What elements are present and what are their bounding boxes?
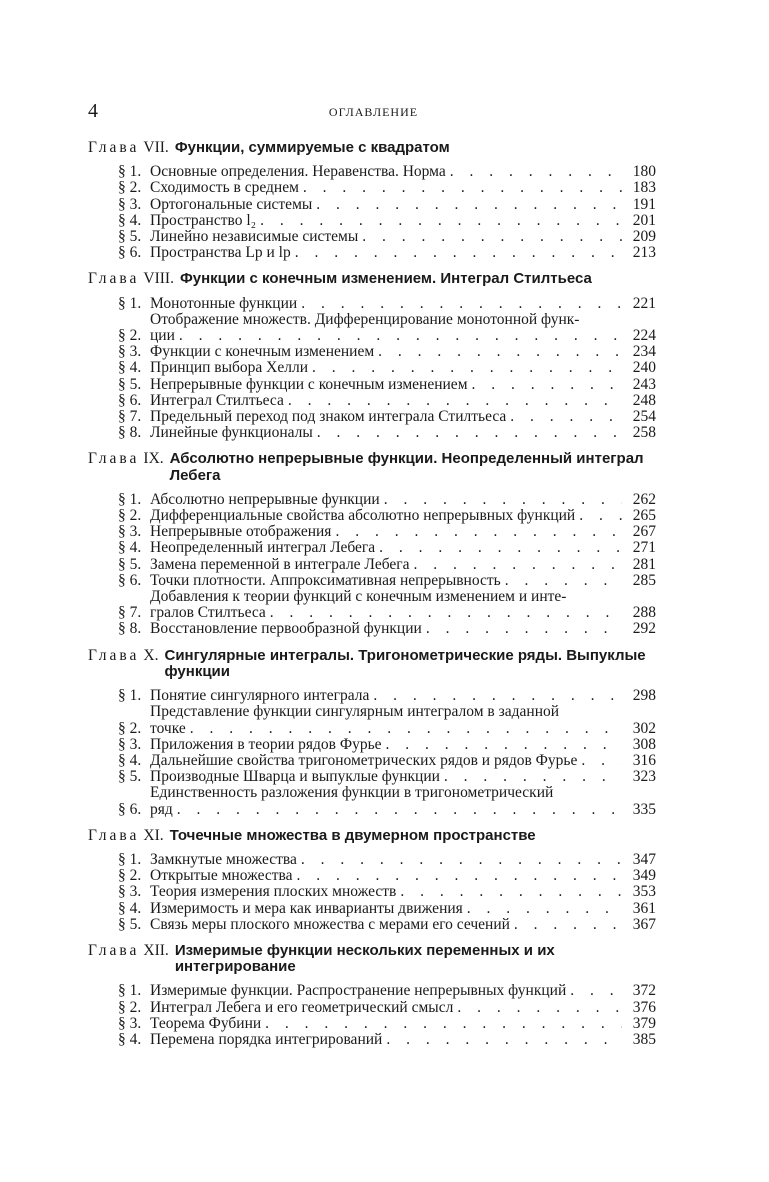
- toc-entry: [88, 312, 656, 344]
- section-number: § 8.: [118, 620, 142, 638]
- chapter-number: XI.: [143, 826, 164, 844]
- section-number: § 2.: [118, 327, 142, 345]
- entry-multiline: [150, 589, 656, 621]
- chapter: [88, 451, 656, 637]
- entry-title: Монотонные функции: [150, 294, 298, 312]
- dot-leader: [288, 393, 622, 409]
- entry-title: Абсолютно непрерывные функции: [150, 490, 380, 508]
- toc-entry: [88, 884, 656, 900]
- entry-title: Замкнутые множества: [150, 850, 297, 868]
- entry-last-line: [150, 328, 656, 344]
- page-ref: 254: [632, 408, 656, 426]
- section-number: § 5.: [118, 915, 142, 933]
- chapter-prefix: Глава: [88, 941, 140, 959]
- entry-body: [150, 868, 656, 884]
- toc-entry: [88, 737, 656, 753]
- section-number: § 1.: [118, 982, 142, 1000]
- dot-leader: [579, 508, 622, 524]
- toc-entry: [88, 393, 656, 409]
- dot-leader: [190, 721, 622, 737]
- dot-leader: [303, 180, 622, 196]
- page-ref: 191: [632, 195, 656, 213]
- toc-entry: [88, 197, 656, 213]
- page-ref: 209: [632, 228, 656, 246]
- entry-body: [150, 164, 656, 180]
- entry-body: [150, 769, 656, 785]
- entry-body: [150, 180, 656, 196]
- toc-entry: [88, 180, 656, 196]
- entry-title: Теорема Фубини: [150, 1014, 262, 1032]
- entry-body: [150, 245, 656, 261]
- entry-title: Пространства Lp и lp: [150, 244, 291, 262]
- entry-body: [150, 1000, 656, 1016]
- entry-body: [150, 360, 656, 376]
- toc-entry: [88, 573, 656, 589]
- page-ref: 302: [632, 719, 656, 737]
- chapter: [88, 828, 656, 933]
- dot-leader: [312, 360, 622, 376]
- dot-leader: [297, 868, 623, 884]
- page-ref: 308: [632, 735, 656, 753]
- toc-entry: [88, 524, 656, 540]
- page-ref: 335: [632, 800, 656, 818]
- chapter-number: VIII.: [143, 270, 174, 288]
- page-ref: 267: [632, 523, 656, 541]
- entry-body: [150, 1032, 656, 1048]
- chapter-heading: [88, 648, 656, 680]
- entry-title: Интеграл Стилтьеса: [150, 391, 284, 409]
- dot-leader: [472, 377, 622, 393]
- page-ref: 385: [632, 1030, 656, 1048]
- dot-leader: [335, 524, 622, 540]
- page-ref: 323: [632, 768, 656, 786]
- dot-leader: [457, 1000, 622, 1016]
- entry-body: [150, 785, 656, 817]
- entry-title-line: ряд: [150, 800, 173, 818]
- chapter: [88, 140, 656, 261]
- section-number: § 3.: [118, 195, 142, 213]
- dot-leader: [514, 917, 622, 933]
- page-ref: 258: [632, 424, 656, 442]
- chapter-number: VII.: [143, 139, 169, 156]
- entry-body: [150, 508, 656, 524]
- dot-leader: [467, 901, 622, 917]
- section-number: § 1.: [118, 850, 142, 868]
- toc-entry: [88, 868, 656, 884]
- entry-body: [150, 197, 656, 213]
- entry-body: [150, 312, 656, 344]
- entry-body: [150, 884, 656, 900]
- entry-body: [150, 917, 656, 933]
- entry-title: Ортогональные системы: [150, 195, 313, 213]
- dot-leader: [316, 197, 622, 213]
- toc-entry: [88, 917, 656, 933]
- page-ref: 376: [632, 998, 656, 1016]
- entry-title: Дифференциальные свойства абсолютно непрерывных функций: [150, 507, 576, 525]
- page-ref: 292: [632, 620, 656, 638]
- entry-title: Дальнейшие свойства тригонометрических рядов и рядов Фурье: [150, 751, 578, 769]
- entry-body: [150, 737, 656, 753]
- section-number: § 6.: [118, 800, 142, 818]
- section-number: § 2.: [118, 998, 142, 1016]
- page-ref: 271: [632, 539, 656, 557]
- table-of-contents: [88, 140, 656, 1058]
- dot-leader: [177, 802, 622, 818]
- page-ref: 243: [632, 375, 656, 393]
- chapter-heading: [88, 271, 656, 287]
- entry-body: [150, 557, 656, 573]
- entry-title: Линейные функционалы: [150, 424, 313, 442]
- entry-multiline: [150, 312, 656, 344]
- section-number: § 4.: [118, 1030, 142, 1048]
- entry-title: Точки плотности. Аппроксимативная непрерывность: [150, 571, 501, 589]
- toc-entry: [88, 508, 656, 524]
- entry-body: [150, 573, 656, 589]
- toc-entry: [88, 1016, 656, 1032]
- page-ref: 213: [632, 244, 656, 262]
- dot-leader: [179, 328, 622, 344]
- toc-entry: [88, 901, 656, 917]
- entry-title: Перемена порядка интегрирований: [150, 1030, 383, 1048]
- page-ref: 285: [632, 571, 656, 589]
- toc-entry: [88, 245, 656, 261]
- entry-title-line: точке: [150, 719, 186, 737]
- entry-title: Предельный переход под знаком интеграла Стилтьеса: [150, 408, 507, 426]
- toc-entry: [88, 409, 656, 425]
- toc-entry: [88, 557, 656, 573]
- entry-body: [150, 377, 656, 393]
- entry-title: Измеримые функции. Распространение непрерывных функций: [150, 982, 567, 1000]
- entry-title: Сходимость в среднем: [150, 179, 299, 197]
- section-number: § 4.: [118, 539, 142, 557]
- entry-body: [150, 589, 656, 621]
- chapter: [88, 648, 656, 818]
- page-ref: 316: [632, 751, 656, 769]
- toc-entry: [88, 621, 656, 637]
- toc-entry: [88, 540, 656, 556]
- dot-leader: [301, 296, 622, 312]
- section-number: § 1.: [118, 490, 142, 508]
- page-ref: 183: [632, 179, 656, 197]
- entry-title: Связь меры плоского множества с мерами его сечений: [150, 915, 510, 933]
- entry-body: [150, 983, 656, 999]
- entry-title: Измеримость и мера как инварианты движения: [150, 899, 463, 917]
- chapter-number: X.: [143, 646, 159, 664]
- entry-title: Открытые множества: [150, 867, 293, 885]
- dot-leader: [510, 409, 622, 425]
- entry-body: [150, 901, 656, 917]
- section-number: § 4.: [118, 211, 142, 229]
- dot-leader: [295, 245, 622, 261]
- dot-leader: [378, 344, 622, 360]
- dot-leader: [386, 1032, 622, 1048]
- dot-leader: [444, 769, 622, 785]
- page-ref: 262: [632, 490, 656, 508]
- running-title: ОГЛАВЛЕНИЕ: [328, 105, 419, 119]
- entry-title: Производные Шварца и выпуклые функции: [150, 768, 440, 786]
- page-ref: 201: [632, 211, 656, 229]
- toc-entry: [88, 229, 656, 245]
- dot-leader: [426, 621, 622, 637]
- page-ref: 353: [632, 883, 656, 901]
- chapter-title: Измеримые функции нескольких переменных и их интегрирование: [174, 941, 555, 976]
- entry-title: Принцип выбора Хелли: [150, 359, 309, 377]
- chapter-heading: [88, 140, 656, 156]
- dot-leader: [317, 425, 622, 441]
- entry-title-line: ции: [150, 327, 175, 345]
- chapter-number: XII.: [143, 941, 169, 959]
- dot-leader: [414, 557, 622, 573]
- dot-leader: [373, 688, 622, 704]
- dot-leader: [581, 753, 622, 769]
- page-ref: 234: [632, 343, 656, 361]
- section-number: § 5.: [118, 768, 142, 786]
- dot-leader: [386, 737, 622, 753]
- section-number: § 3.: [118, 883, 142, 901]
- entry-title: Неопределенный интеграл Лебега: [150, 539, 376, 557]
- page-ref: 221: [632, 294, 656, 312]
- toc-entry: [88, 360, 656, 376]
- toc-entry: [88, 344, 656, 360]
- page-ref: 281: [632, 555, 656, 573]
- entry-title-line: Единственность разложения функции в тригонометрический: [150, 784, 554, 802]
- entry-body: [150, 213, 656, 229]
- chapter-title: Функции, суммируемые с квадратом: [174, 139, 450, 156]
- toc-entry: [88, 785, 656, 817]
- dot-leader: [265, 1016, 622, 1032]
- dot-leader: [379, 540, 622, 556]
- toc-entry: [88, 589, 656, 621]
- section-number: § 3.: [118, 343, 142, 361]
- entry-title: Непрерывные функции с конечным изменением: [150, 375, 468, 393]
- entry-body: [150, 852, 656, 868]
- dot-leader: [570, 983, 622, 999]
- section-number: § 5.: [118, 375, 142, 393]
- chapter-title: Сингулярные интегралы. Тригонометрические ряды. Выпуклые функции: [164, 646, 646, 680]
- chapter: [88, 943, 656, 1048]
- dot-leader: [270, 605, 622, 621]
- page-ref: 349: [632, 867, 656, 885]
- page-ref: 288: [632, 604, 656, 622]
- toc-entry: [88, 425, 656, 441]
- dot-leader: [260, 213, 622, 229]
- entry-body: [150, 753, 656, 769]
- entry-title: Функции с конечным изменением: [150, 343, 375, 361]
- section-number: § 3.: [118, 735, 142, 753]
- section-number: § 6.: [118, 391, 142, 409]
- toc-entry: [88, 852, 656, 868]
- chapter-heading: [88, 828, 656, 844]
- page-ref: 240: [632, 359, 656, 377]
- page-ref: 379: [632, 1014, 656, 1032]
- section-number: § 2.: [118, 507, 142, 525]
- entry-body: [150, 621, 656, 637]
- page-ref: 248: [632, 391, 656, 409]
- toc-entry: [88, 704, 656, 736]
- toc-entry: [88, 213, 656, 229]
- entry-title: Восстановление первообразной функции: [150, 620, 422, 638]
- section-number: § 2.: [118, 867, 142, 885]
- entry-body: [150, 704, 656, 736]
- section-number: § 4.: [118, 359, 142, 377]
- entry-multiline: [150, 704, 656, 736]
- entry-multiline: [150, 785, 656, 817]
- section-number: § 2.: [118, 719, 142, 737]
- page-ref: 224: [632, 327, 656, 345]
- entry-title: Теория измерения плоских множеств: [150, 883, 397, 901]
- dot-leader: [505, 573, 622, 589]
- toc-entry: [88, 492, 656, 508]
- toc-entry: [88, 1000, 656, 1016]
- entry-title: Интеграл Лебега и его геометрический смысл: [150, 998, 454, 1016]
- toc-entry: [88, 753, 656, 769]
- section-number: § 6.: [118, 244, 142, 262]
- section-number: § 2.: [118, 179, 142, 197]
- entry-title: Понятие сингулярного интеграла: [150, 687, 370, 705]
- section-number: § 7.: [118, 408, 142, 426]
- entry-body: [150, 425, 656, 441]
- chapter-title: Точечные множества в двумерном пространстве: [169, 826, 536, 844]
- page-header: [88, 100, 659, 124]
- entry-body: [150, 409, 656, 425]
- section-number: § 5.: [118, 555, 142, 573]
- section-number: § 7.: [118, 604, 142, 622]
- dot-leader: [384, 492, 622, 508]
- chapter: [88, 271, 656, 441]
- entry-body: [150, 229, 656, 245]
- page-ref: 367: [632, 915, 656, 933]
- section-number: § 8.: [118, 424, 142, 442]
- chapter-prefix: Глава: [88, 450, 140, 468]
- section-number: § 3.: [118, 1014, 142, 1032]
- toc-entry: [88, 1032, 656, 1048]
- section-number: § 6.: [118, 571, 142, 589]
- entry-title: Основные определения. Неравенства. Норма: [150, 163, 446, 181]
- page-number: 4: [88, 100, 98, 122]
- chapter-heading: [88, 451, 656, 483]
- section-number: § 3.: [118, 523, 142, 541]
- dot-leader: [362, 229, 622, 245]
- chapter-title: Функции с конечным изменением. Интеграл Стилтьеса: [179, 270, 592, 288]
- section-number: § 4.: [118, 751, 142, 769]
- chapter-prefix: Глава: [88, 270, 140, 288]
- toc-entry: [88, 769, 656, 785]
- toc-entry: [88, 164, 656, 180]
- toc-entry: [88, 688, 656, 704]
- toc-entry: [88, 377, 656, 393]
- chapter-prefix: Глава: [88, 139, 140, 156]
- toc-entry: [88, 296, 656, 312]
- entry-body: [150, 524, 656, 540]
- toc-entry: [88, 983, 656, 999]
- page-ref: 347: [632, 850, 656, 868]
- page-ref: 298: [632, 687, 656, 705]
- section-number: § 1.: [118, 294, 142, 312]
- entry-body: [150, 296, 656, 312]
- entry-title: Пространство l₂: [150, 211, 257, 229]
- entry-title-line: Отображение множеств. Дифференцирование монотонной функ-: [150, 310, 580, 328]
- section-number: § 5.: [118, 228, 142, 246]
- section-number: § 1.: [118, 163, 142, 181]
- entry-title: Приложения в теории рядов Фурье: [150, 735, 382, 753]
- entry-title: Линейно независимые системы: [150, 228, 359, 246]
- entry-body: [150, 492, 656, 508]
- entry-title-line: Добавления к теории функций с конечным изменением и инте-: [150, 588, 567, 606]
- chapter-heading: [88, 943, 656, 975]
- chapter-title: Абсолютно непрерывные функции. Неопределенный интеграл Лебега: [169, 450, 644, 484]
- entry-body: [150, 688, 656, 704]
- entry-title: Замена переменной в интеграле Лебега: [150, 555, 410, 573]
- entry-body: [150, 540, 656, 556]
- entry-body: [150, 393, 656, 409]
- entry-title-line: Представление функции сингулярным интегралом в заданной: [150, 703, 560, 721]
- entry-title-line: гралов Стилтьеса: [150, 604, 266, 622]
- entry-last-line: [150, 802, 656, 818]
- page-ref: 265: [632, 507, 656, 525]
- entry-last-line: [150, 721, 656, 737]
- section-number: § 1.: [118, 687, 142, 705]
- page-ref: 361: [632, 899, 656, 917]
- entry-body: [150, 344, 656, 360]
- dot-leader: [301, 852, 622, 868]
- dot-leader: [400, 884, 622, 900]
- section-number: § 4.: [118, 899, 142, 917]
- chapter-prefix: Глава: [88, 826, 140, 844]
- page-ref: 180: [632, 163, 656, 181]
- entry-last-line: [150, 605, 656, 621]
- entry-body: [150, 1016, 656, 1032]
- page-ref: 372: [632, 982, 656, 1000]
- chapter-number: IX.: [143, 450, 164, 468]
- dot-leader: [450, 164, 622, 180]
- entry-title: Непрерывные отображения: [150, 523, 332, 541]
- chapter-prefix: Глава: [88, 646, 140, 664]
